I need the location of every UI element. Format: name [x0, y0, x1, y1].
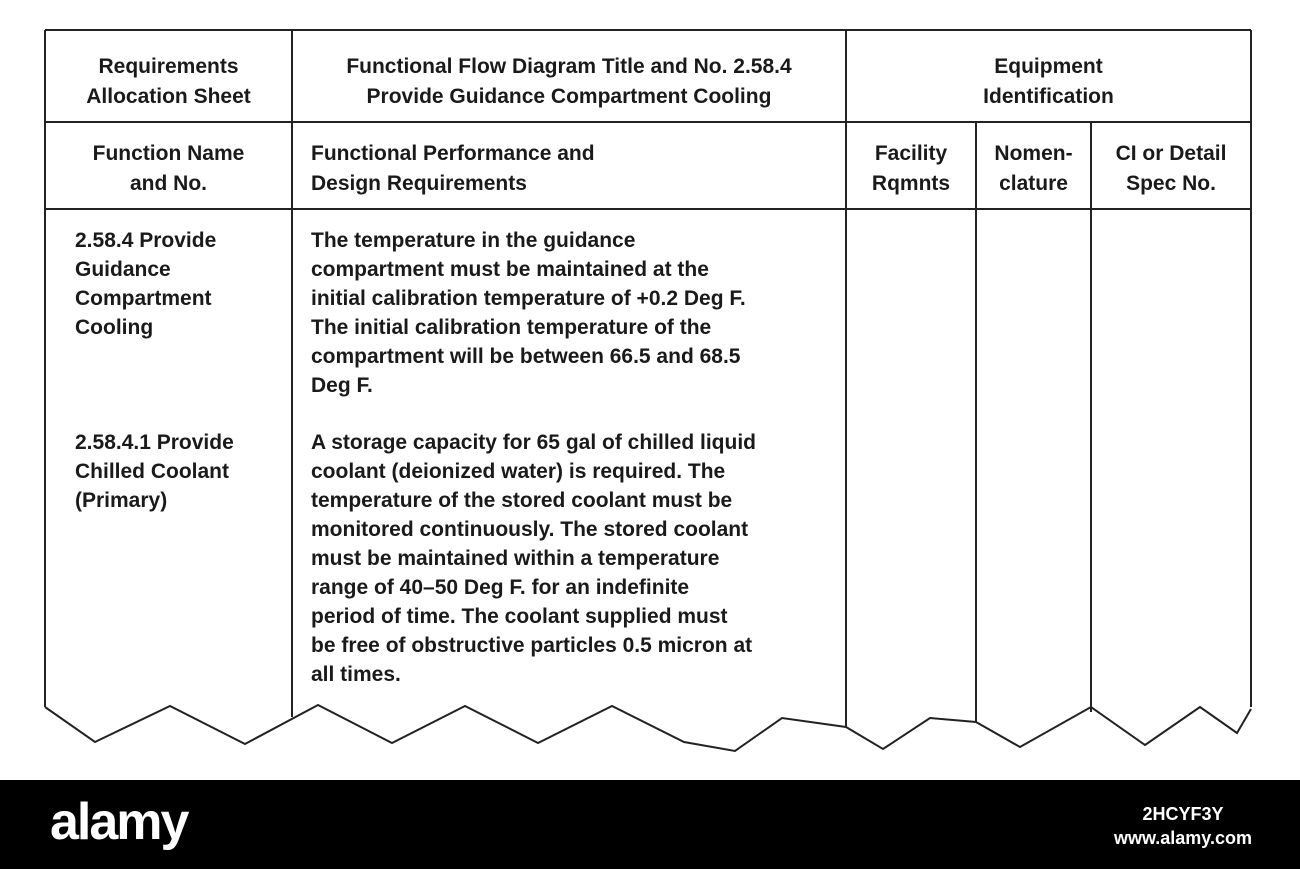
function-line: Chilled Coolant	[75, 460, 229, 483]
sheet-title-line: Allocation Sheet	[86, 84, 251, 108]
requirement-line: compartment must be maintained at the	[311, 258, 709, 281]
image-id: 2HCYF3Y	[1142, 804, 1224, 824]
requirement-line: range of 40–50 Deg F. for an indefinite	[311, 576, 690, 599]
function-line: 2.58.4.1 Provide	[75, 431, 234, 454]
function-line: Cooling	[75, 316, 154, 339]
requirement-line: The temperature in the guidance	[311, 229, 636, 252]
function-name-header	[45, 139, 292, 198]
function-line: Guidance	[75, 258, 171, 281]
equipment-header-line: Identification	[983, 84, 1114, 108]
function-header-line: and No.	[130, 171, 207, 195]
function-line: Compartment	[75, 287, 212, 310]
spec-number-header	[1091, 139, 1251, 198]
requirement-line: temperature of the stored coolant must be	[311, 489, 733, 512]
equipment-header-line: Equipment	[994, 55, 1103, 78]
image-id-block	[1114, 802, 1252, 850]
site-url: www.alamy.com	[1113, 828, 1252, 848]
performance-header-line: Design Requirements	[311, 171, 527, 195]
requirement-line: The initial calibration temperature of the	[311, 316, 712, 339]
diagram-title	[292, 52, 846, 111]
function-2-58-4-1	[75, 428, 234, 515]
facility-header-line: Facility	[874, 142, 948, 165]
performance-header-line: Functional Performance and	[311, 142, 595, 165]
function-header-line: Function Name	[92, 142, 245, 165]
watermark-footer	[0, 780, 1300, 869]
performance-header	[311, 139, 595, 198]
requirement-line: all times.	[311, 663, 401, 686]
nomenclature-header	[976, 139, 1091, 198]
spec-header-line: CI or Detail	[1115, 142, 1227, 165]
spec-header-line: Spec No.	[1126, 171, 1216, 195]
alamy-logo: alamy	[50, 793, 188, 851]
requirement-line: initial calibration temperature of +0.2 Deg F.	[311, 287, 746, 310]
torn-bottom-edge	[45, 705, 1251, 751]
diagram-title-line: Functional Flow Diagram Title and No. 2.58.4	[346, 55, 792, 78]
diagram-title-line: Provide Guidance Compartment Cooling	[366, 84, 772, 108]
sheet-title-line: Requirements	[98, 55, 239, 78]
requirement-line: Deg F.	[311, 374, 373, 397]
nomenclature-header-line: Nomen-	[994, 142, 1073, 165]
requirement-line: monitored continuously. The stored coolant	[311, 518, 749, 541]
requirement-2-58-4-1	[311, 428, 756, 689]
requirement-line: A storage capacity for 65 gal of chilled liquid	[311, 431, 756, 454]
requirement-2-58-4	[311, 226, 746, 400]
function-line: 2.58.4 Provide	[75, 229, 217, 252]
equipment-identification-header	[846, 52, 1251, 111]
function-line: (Primary)	[75, 489, 168, 512]
requirement-line: period of time. The coolant supplied must	[311, 605, 728, 628]
function-2-58-4	[75, 226, 216, 342]
requirement-line: must be maintained within a temperature	[311, 547, 720, 570]
facility-header-line: Rqmnts	[871, 171, 951, 195]
requirement-line: coolant (deionized water) is required. The	[311, 460, 726, 483]
requirement-line: be free of obstructive particles 0.5 micron at	[311, 634, 753, 657]
facility-requirements-header	[846, 139, 976, 198]
sheet-title	[45, 52, 292, 111]
nomenclature-header-line: clature	[999, 171, 1068, 195]
requirement-line: compartment will be between 66.5 and 68.5	[311, 345, 741, 368]
